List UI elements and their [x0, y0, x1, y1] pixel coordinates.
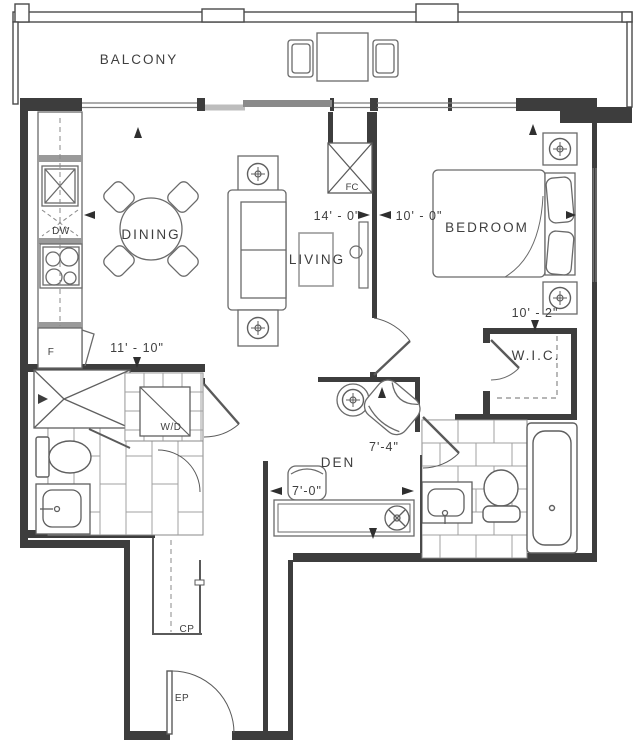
main-bath — [34, 370, 239, 535]
dim-kitchen-run: 11' - 10" — [110, 341, 164, 355]
sink-vanity — [36, 484, 90, 534]
dining-label: DINING — [121, 227, 181, 242]
balcony-label: BALCONY — [99, 52, 179, 67]
dim-bedroom-depth: 10' - 2" — [511, 306, 559, 320]
corridor — [153, 538, 234, 734]
dim-arrow-left — [270, 487, 282, 495]
toilet — [483, 470, 520, 522]
den-label: DEN — [320, 455, 356, 470]
dim-arrow-left — [379, 211, 391, 219]
closet-cp — [153, 538, 204, 635]
sink-vanity — [422, 482, 472, 524]
closet-cp-label: CP — [179, 624, 195, 635]
entry-ep-label: EP — [174, 693, 190, 704]
closet-rod — [494, 336, 557, 398]
balcony-table — [317, 33, 368, 81]
shower — [34, 370, 130, 428]
balcony-furniture — [288, 33, 398, 81]
laundry-door — [204, 384, 239, 437]
dim-bedroom-width: 10' - 0" — [395, 209, 443, 223]
balcony-chair-left — [288, 40, 313, 77]
dim-living-width: 14' - 0" — [313, 209, 361, 223]
wic-label: W.I.C. — [511, 348, 561, 363]
kitchen — [38, 112, 94, 368]
stove-icon — [40, 244, 82, 288]
bathtub — [527, 423, 577, 553]
dishwasher-label: DW — [52, 226, 70, 237]
wic-interior — [491, 336, 557, 398]
sofa — [228, 190, 286, 310]
window-marker-arrow — [134, 127, 142, 138]
fridge — [38, 328, 94, 368]
living-label: LIVING — [288, 252, 346, 267]
window-marker-arrow — [529, 124, 537, 135]
den-desk — [274, 500, 414, 536]
fridge-label: F — [47, 347, 55, 358]
balcony-chair-right — [373, 40, 398, 77]
balcony-sliding-door — [205, 100, 332, 111]
dim-den-depth: 7'-4" — [369, 440, 399, 454]
living-room — [228, 143, 372, 346]
dim-den-width: 7'-0" — [292, 484, 322, 498]
bedroom-label: BEDROOM — [445, 220, 529, 235]
dim-arrow-right — [402, 487, 414, 495]
pillow — [546, 230, 575, 275]
kitchen-marker-arrow — [84, 211, 95, 219]
fan-coil-label: FC — [345, 182, 359, 193]
bedroom-door — [374, 318, 410, 375]
ensuite-bath — [421, 417, 577, 558]
tv — [350, 222, 368, 288]
washer-dryer-label: W/D — [160, 422, 182, 433]
